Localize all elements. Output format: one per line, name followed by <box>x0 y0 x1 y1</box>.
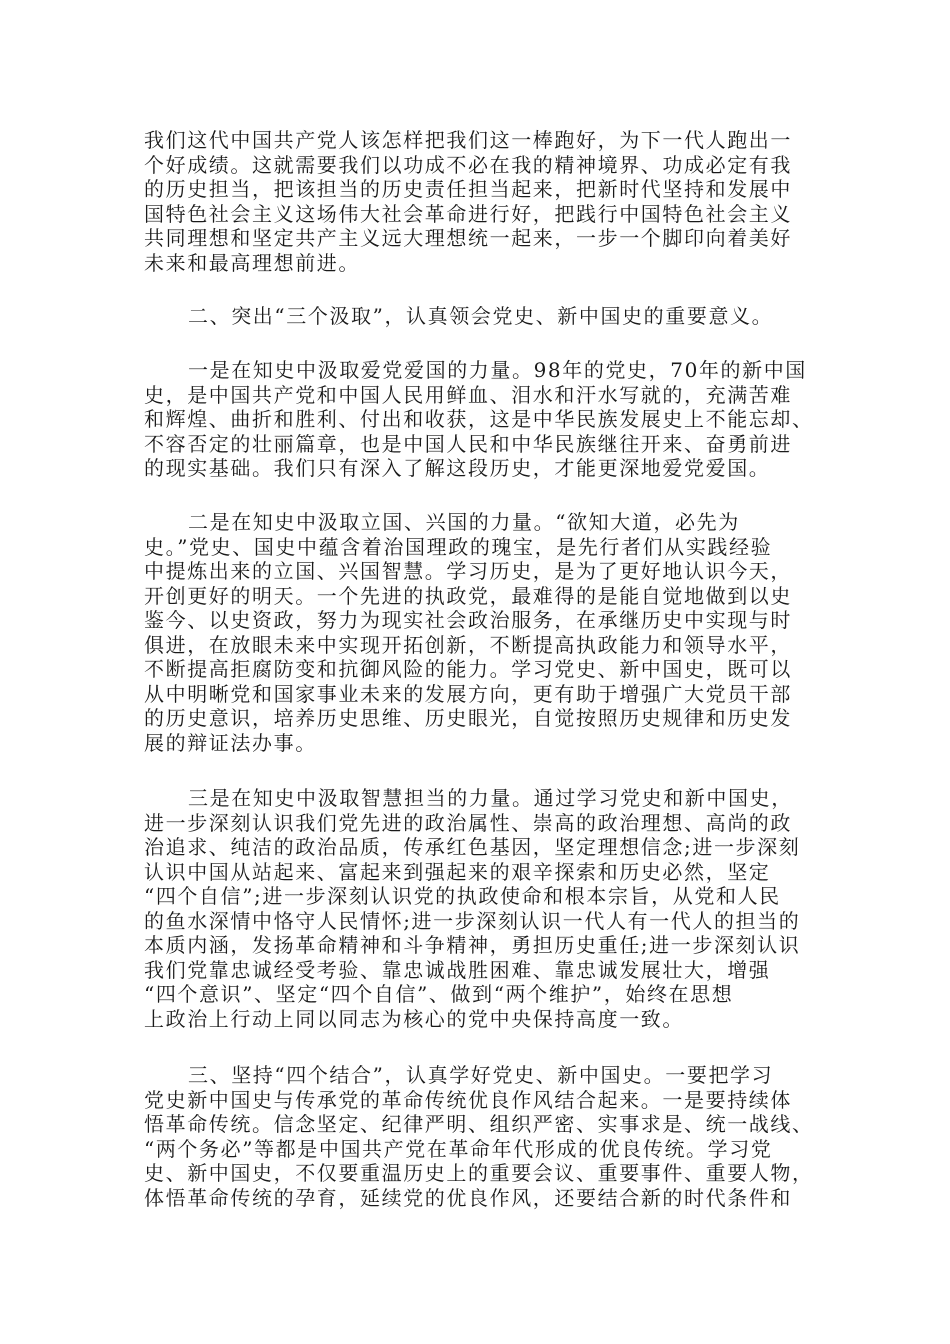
section-heading-two <box>144 304 799 329</box>
text-line: 三、坚持“四个结合”，认真学好党史、新中国史。一要把学习 <box>188 1063 774 1087</box>
text-line: 上政治上行动上同以同志为核心的党中央保持高度一致。 <box>144 1006 684 1031</box>
text-line: 史。”党史、国史中蕴含着治国理政的瑰宝，是先行者们从实践经验 <box>144 534 773 559</box>
text-line: 一是在知史中汲取爱党爱国的力量。98年的党史，70年的新中国 <box>188 358 807 382</box>
text-line: 我们党靠忠诚经受考验、靠忠诚战胜困难、靠忠诚发展壮大，增强 <box>144 957 771 982</box>
text-line: 不容否定的壮丽篇章，也是中国人民和中华民族继往开来、奋勇前进 <box>144 431 792 456</box>
text-line: 和辉煌、曲折和胜利、付出和收获，这是中华民族发展史上不能忘却、 <box>144 407 814 431</box>
text-line: 的鱼水深情中恪守人民情怀;进一步深刻认识一代人有一代人的担当的 <box>144 908 801 933</box>
text-line: 进一步深刻认识我们党先进的政治属性、崇高的政治理想、高尚的政 <box>144 810 792 835</box>
text-line: “四个意识”、坚定“四个自信”、做到“两个维护”，始终在思想 <box>144 982 734 1006</box>
text-line: 共同理想和坚定共产主义远大理想统一起来，一步一个脚印向着美好 <box>144 226 792 250</box>
text-line: 个好成绩。这就需要我们以功成不必在我的精神境界、功成必定有我 <box>144 152 792 177</box>
paragraph-point-two <box>144 510 799 755</box>
text-line: 从中明晰党和国家事业未来的发展方向，更有助于增强广大党员干部 <box>144 681 792 706</box>
text-line: 俱进，在放眼未来中实现开拓创新，不断提高执政能力和领导水平， <box>144 632 792 657</box>
text-line: 的历史担当，把该担当的历史责任担当起来，把新时代坚持和发展中 <box>144 177 792 201</box>
text-line: 党史新中国史与传承党的革命传统优良作风结合起来。一是要持续体 <box>144 1087 792 1112</box>
paragraph-continuation <box>144 128 799 275</box>
text-line: 的现实基础。我们只有深入了解这段历史，才能更深地爱党爱国。 <box>144 456 771 480</box>
text-line: 体悟革命传统的孕育，延续党的优良作风，还要结合新的时代条件和 <box>144 1185 792 1210</box>
text-line: 开创更好的明天。一个先进的执政党，最难得的是能自觉地做到以史 <box>144 583 792 608</box>
text-line: 我们这代中国共产党人该怎样把我们这一棒跑好，为下一代人跑出一 <box>144 128 792 152</box>
text-line: 的历史意识，培养历史思维、历史眼光，自觉按照历史规律和历史发 <box>144 706 792 730</box>
text-line: 二是在知史中汲取立国、兴国的力量。“欲知大道，必先为 <box>188 510 740 534</box>
text-line: 认识中国从站起来、富起来到强起来的艰辛探索和历史必然，坚定 <box>144 859 771 884</box>
text-line: 鉴今、以史资政，努力为现实社会政治服务，在承继历史中实现与时 <box>144 608 792 632</box>
section-three-paragraph <box>144 1063 814 1210</box>
text-line: 国特色社会主义这场伟大社会革命进行好，把践行中国特色社会主义 <box>144 201 792 226</box>
text-line: “四个自信”;进一步深刻认识党的执政使命和根本宗旨，从党和人民 <box>144 884 781 908</box>
text-line: 治追求、纯洁的政治品质，传承红色基因，坚定理想信念;进一步深刻 <box>144 835 801 859</box>
paragraph-point-one <box>144 358 814 481</box>
text-line: 本质内涵，发扬革命精神和斗争精神，勇担历史重任;进一步深刻认识 <box>144 933 801 957</box>
text-line: 史、新中国史，不仅要重温历史上的重要会议、重要事件、重要人物， <box>144 1161 814 1185</box>
text-line: “两个务必”等都是中国共产党在革命年代形成的优良传统。学习党 <box>144 1136 773 1161</box>
heading-line: 二、突出“三个汲取”，认真领会党史、新中国史的重要意义。 <box>188 304 774 328</box>
paragraph-point-three <box>144 786 799 1031</box>
text-line: 史，是中国共产党和中国人民用鲜血、泪水和汗水写就的，充满苦难 <box>144 382 792 407</box>
text-line: 中提炼出来的立国、兴国智慧。学习历史，是为了更好地认识今天， <box>144 559 792 583</box>
text-line: 不断提高拒腐防变和抗御风险的能力。学习党史、新中国史，既可以 <box>144 657 792 681</box>
text-line: 展的辩证法办事。 <box>144 730 317 755</box>
text-line: 三是在知史中汲取智慧担当的力量。通过学习党史和新中国史， <box>188 786 793 810</box>
text-line: 未来和最高理想前进。 <box>144 250 360 275</box>
text-line: 悟革命传统。信念坚定、纪律严明、组织严密、实事求是、统一战线、 <box>144 1112 814 1136</box>
